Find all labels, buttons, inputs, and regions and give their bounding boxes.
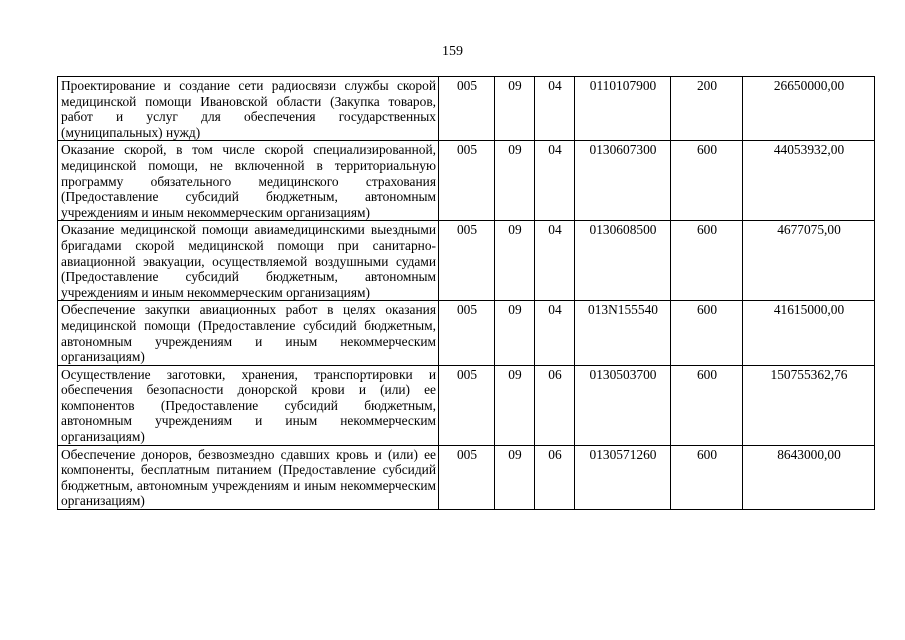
- row-grbs-code: 005: [439, 77, 495, 141]
- row-expense-type: 200: [671, 77, 743, 141]
- row-target-article: 0130607300: [575, 141, 671, 221]
- table-row: [58, 365, 875, 445]
- row-subsection-code: 06: [535, 445, 575, 509]
- row-description: Проектирование и создание сети радиосвязи службы скорой медицинской помощи Ивановской области (Закупка товаров, работ и услуг для обеспечения государственных (муниципальных) нужд): [58, 77, 439, 141]
- row-description: Оказание медицинской помощи авиамедицинскими выездными бригадами скорой медицинской помощи при санитарно-авиационной эвакуации, осуществляемой воздушными судами (Предоставление субсидий бюджетным, автономным учреждениям и иным некоммерческим организациям): [58, 221, 439, 301]
- row-expense-type: 600: [671, 301, 743, 365]
- row-amount: 8643000,00: [743, 445, 875, 509]
- row-amount: 4677075,00: [743, 221, 875, 301]
- page-number: 159: [442, 44, 463, 59]
- table-row: [58, 141, 875, 221]
- row-subsection-code: 06: [535, 365, 575, 445]
- row-section-code: 09: [495, 365, 535, 445]
- row-target-article: 0130571260: [575, 445, 671, 509]
- row-target-article: 0130503700: [575, 365, 671, 445]
- row-section-code: 09: [495, 77, 535, 141]
- row-subsection-code: 04: [535, 77, 575, 141]
- row-description: Обеспечение закупки авиационных работ в целях оказания медицинской помощи (Предоставление субсидий бюджетным, автономным учреждениям и иным некоммерческим организациям): [58, 301, 439, 365]
- row-grbs-code: 005: [439, 301, 495, 365]
- row-description: Осуществление заготовки, хранения, транспортировки и обеспечения безопасности донорской крови и (или) ее компонентов (Предоставление субсидий бюджетным, автономным учреждениям и иным некоммерческим организациям): [58, 365, 439, 445]
- row-section-code: 09: [495, 221, 535, 301]
- row-grbs-code: 005: [439, 141, 495, 221]
- row-expense-type: 600: [671, 445, 743, 509]
- table-row: [58, 445, 875, 509]
- row-expense-type: 600: [671, 141, 743, 221]
- row-subsection-code: 04: [535, 141, 575, 221]
- row-amount: 26650000,00: [743, 77, 875, 141]
- row-target-article: 0130608500: [575, 221, 671, 301]
- row-description: Обеспечение доноров, безвозмездно сдавших кровь и (или) ее компоненты, бесплатным питанием (Предоставление субсидий бюджетным, автономным учреждениям и иным некоммерческим организациям): [58, 445, 439, 509]
- row-target-article: 013N155540: [575, 301, 671, 365]
- budget-table-body: [58, 77, 875, 510]
- row-amount: 150755362,76: [743, 365, 875, 445]
- row-grbs-code: 005: [439, 221, 495, 301]
- row-expense-type: 600: [671, 221, 743, 301]
- budget-table: [57, 76, 875, 510]
- table-row: [58, 221, 875, 301]
- row-section-code: 09: [495, 301, 535, 365]
- row-subsection-code: 04: [535, 221, 575, 301]
- row-amount: 44053932,00: [743, 141, 875, 221]
- row-description: Оказание скорой, в том числе скорой специализированной, медицинской помощи, не включенной в территориальную программу обязательного медицинского страхования (Предоставление субсидий бюджетным, автономным учреждениям и иным некоммерческим организациям): [58, 141, 439, 221]
- table-row: [58, 301, 875, 365]
- row-section-code: 09: [495, 445, 535, 509]
- row-subsection-code: 04: [535, 301, 575, 365]
- row-grbs-code: 005: [439, 365, 495, 445]
- row-expense-type: 600: [671, 365, 743, 445]
- row-amount: 41615000,00: [743, 301, 875, 365]
- row-grbs-code: 005: [439, 445, 495, 509]
- row-section-code: 09: [495, 141, 535, 221]
- row-target-article: 0110107900: [575, 77, 671, 141]
- table-row: [58, 77, 875, 141]
